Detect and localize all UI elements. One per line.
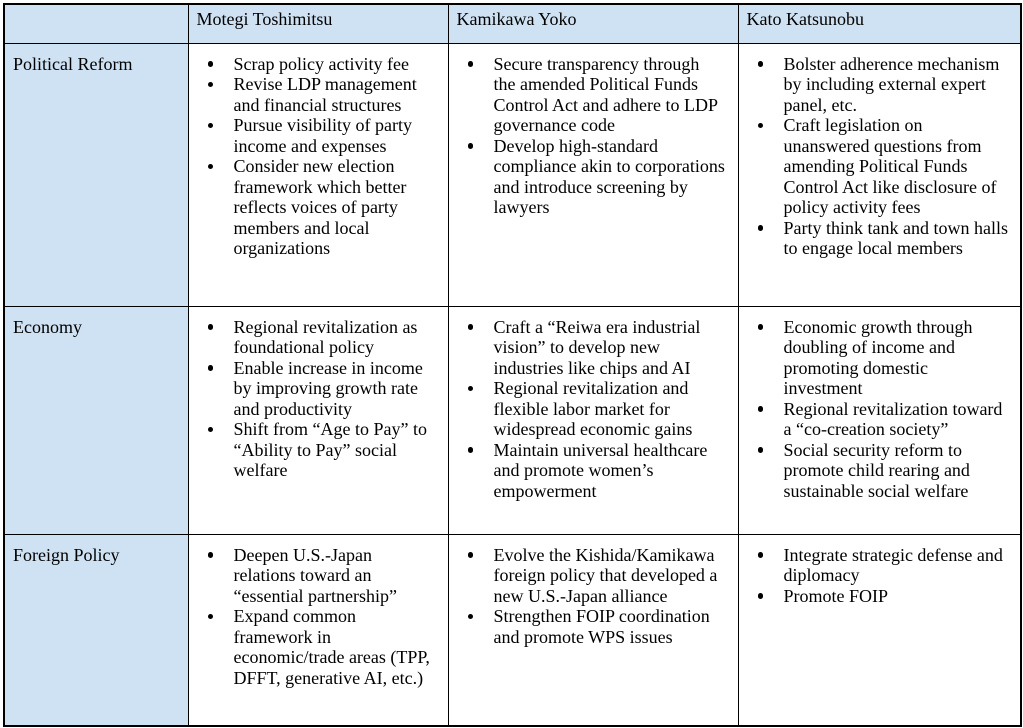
bullet-item: Party think tank and town halls to engage local members xyxy=(756,218,1009,259)
policy-cell xyxy=(448,43,738,306)
bullet-list xyxy=(449,317,726,502)
bullet-item: Craft a “Reiwa era industrial vision” to develop new industries like chips and AI xyxy=(466,317,726,379)
bullet-item: Economic growth through doubling of income and promoting domestic investment xyxy=(756,317,1009,399)
bullet-item: Regional revitalization toward a “co-creation society” xyxy=(756,399,1009,440)
bullet-item: Scrap policy activity fee xyxy=(206,54,436,75)
bullet-list xyxy=(739,545,1009,607)
row-label: Foreign Policy xyxy=(4,534,188,726)
bullet-item: Integrate strategic defense and diplomacy xyxy=(756,545,1009,586)
policy-cell xyxy=(738,43,1021,306)
corner-cell xyxy=(4,4,188,43)
bullet-item: Consider new election framework which better reflects voices of party members and local organizations xyxy=(206,156,436,259)
policy-cell xyxy=(188,534,448,726)
bullet-item: Regional revitalization and flexible labor market for widespread economic gains xyxy=(466,378,726,440)
policy-cell xyxy=(188,306,448,534)
bullet-item: Evolve the Kishida/Kamikawa foreign policy that developed a new U.S.-Japan alliance xyxy=(466,545,726,607)
bullet-item: Enable increase in income by improving growth rate and productivity xyxy=(206,358,436,420)
bullet-item: Strengthen FOIP coordination and promote WPS issues xyxy=(466,606,726,647)
bullet-item: Maintain universal healthcare and promote women’s empowerment xyxy=(466,440,726,502)
policy-cell xyxy=(738,306,1021,534)
bullet-item: Regional revitalization as foundational policy xyxy=(206,317,436,358)
bullet-item: Promote FOIP xyxy=(756,586,1009,607)
policy-cell xyxy=(738,534,1021,726)
table-row xyxy=(4,534,1021,726)
policy-cell xyxy=(448,534,738,726)
bullet-list xyxy=(739,54,1009,259)
bullet-item: Expand common framework in economic/trade areas (TPP, DFFT, generative AI, etc.) xyxy=(206,606,436,688)
bullet-item: Secure transparency through the amended Political Funds Control Act and adhere to LDP governance code xyxy=(466,54,726,136)
bullet-list xyxy=(189,317,436,481)
bullet-list xyxy=(739,317,1009,502)
bullet-item: Pursue visibility of party income and expenses xyxy=(206,115,436,156)
bullet-item: Revise LDP management and financial structures xyxy=(206,74,436,115)
policy-cell xyxy=(188,43,448,306)
comparison-table xyxy=(3,3,1022,727)
bullet-item: Deepen U.S.-Japan relations toward an “essential partnership” xyxy=(206,545,436,607)
column-header: Kato Katsunobu xyxy=(738,4,1021,43)
row-label: Political Reform xyxy=(4,43,188,306)
column-header: Motegi Toshimitsu xyxy=(188,4,448,43)
bullet-list xyxy=(189,545,436,689)
bullet-list xyxy=(189,54,436,259)
bullet-list xyxy=(449,54,726,218)
header-row xyxy=(4,4,1021,43)
bullet-item: Develop high-standard compliance akin to corporations and introduce screening by lawyers xyxy=(466,136,726,218)
row-label: Economy xyxy=(4,306,188,534)
table-row xyxy=(4,306,1021,534)
column-header: Kamikawa Yoko xyxy=(448,4,738,43)
bullet-item: Social security reform to promote child rearing and sustainable social welfare xyxy=(756,440,1009,502)
bullet-list xyxy=(449,545,726,648)
policy-cell xyxy=(448,306,738,534)
bullet-item: Craft legislation on unanswered questions from amending Political Funds Control Act like disclosure of policy activity fees xyxy=(756,115,1009,218)
table-row xyxy=(4,43,1021,306)
bullet-item: Shift from “Age to Pay” to “Ability to Pay” social welfare xyxy=(206,419,436,481)
bullet-item: Bolster adherence mechanism by including external expert panel, etc. xyxy=(756,54,1009,116)
